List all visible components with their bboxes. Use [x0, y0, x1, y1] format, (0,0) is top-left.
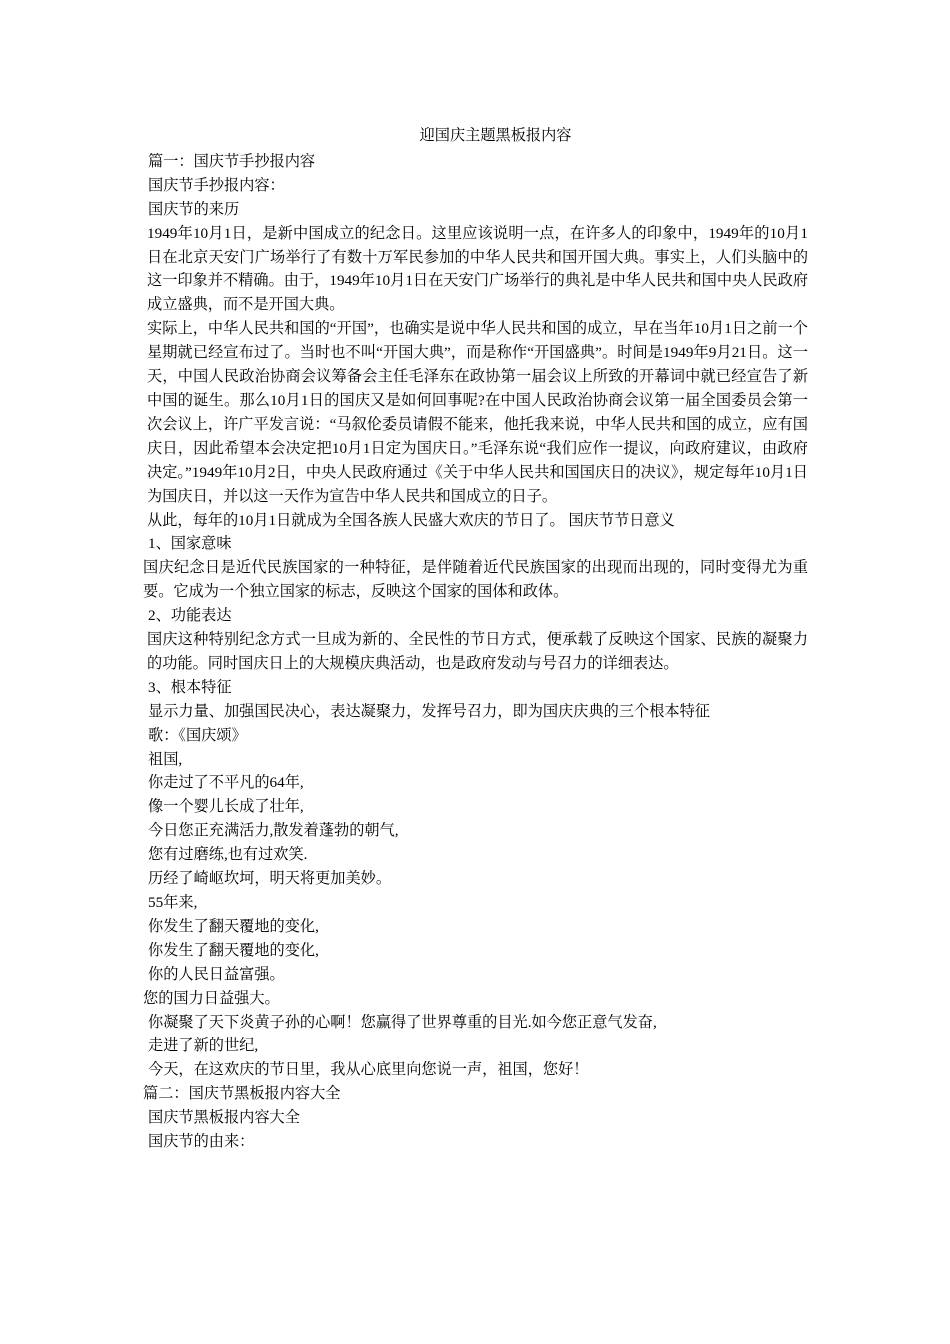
- section-two-heading: 篇二：国庆节黑板报内容大全: [143, 1085, 341, 1103]
- paragraph-meaning-2: 国庆这种特别纪念方式一旦成为新的、全民性的节日方式，便承载了反映这个国家、民族的凝聚力的功能。同时国庆日上的大规模庆典活动，也是政府发动与号召力的详细表达。: [147, 631, 808, 672]
- section-two-origin-heading: 国庆节的由来：: [148, 1133, 255, 1151]
- meaning-heading-2: 2、功能表达: [148, 607, 232, 625]
- meaning-heading-3: 3、根本特征: [148, 678, 232, 696]
- meaning-heading-1: 1、国家意味: [148, 535, 232, 553]
- poem-line: 您有过磨练,也有过欢笑.: [148, 846, 308, 864]
- section-one-heading: 篇一：国庆节手抄报内容: [148, 152, 316, 170]
- poem-line: 今日您正充满活力,散发着蓬勃的朝气,: [148, 822, 399, 840]
- song-title: 歌：《国庆颂》: [148, 726, 247, 744]
- poem-line: 55年来,: [148, 894, 198, 911]
- document-page: [143, 124, 808, 1154]
- poem-line: 你发生了翻天覆地的变化,: [148, 941, 319, 959]
- paragraph-meaning-3: 显示力量、加强国民决心，表达凝聚力，发挥号召力，即为国庆庆典的三个根本特征: [148, 702, 710, 720]
- document-title: 迎国庆主题黑板报内容: [419, 127, 572, 144]
- section-one-subheading: 国庆节手抄报内容：: [148, 176, 285, 194]
- poem-line: 今天，在这欢庆的节日里，我从心底里向您说一声，祖国，您好！: [148, 1061, 589, 1079]
- paragraph-meaning-1: 国庆纪念日是近代民族国家的一种特征，是伴随着近代民族国家的出现而出现的，同时变得尤为重要。它成为一个独立国家的标志，反映这个国家的国体和政体。: [143, 559, 808, 601]
- poem-line: 历经了崎岖坎坷，明天将更加美妙。: [148, 870, 391, 888]
- origin-heading: 国庆节的来历: [148, 200, 240, 218]
- poem-line: 你发生了翻天覆地的变化,: [148, 917, 319, 935]
- poem-line: 你凝聚了天下炎黄子孙的心啊！您赢得了世界尊重的目光.如今您正意气发奋,: [148, 1013, 657, 1031]
- poem-line: 你走过了不平凡的64年,: [148, 774, 304, 792]
- paragraph-origin-3: 从此，每年的10月1日就成为全国各族人民盛大欢庆的节日了。 国庆节节日意义: [147, 511, 675, 529]
- poem-line: 祖国,: [148, 750, 183, 768]
- poem-line: 你的人民日益富强。: [148, 965, 285, 983]
- paragraph-origin-1: 1949年10月1日，是新中国成立的纪念日。这里应该说明一点，在许多人的印象中，1949年的10月1日在北京天安门广场举行了有数十万军民参加的中华人民共和国开国大典。事实上，人们头脑中的这一印象并不精确。由于，1949年10月1日在天安门广场举行的典礼是中华人民共和国中央人民政府成立盛典，而不是开国大典。: [147, 224, 808, 314]
- poem-line: 走进了新的世纪,: [148, 1037, 259, 1055]
- poem-line: 您的国力日益强大。: [143, 989, 280, 1007]
- poem-line: 像一个婴儿长成了壮年,: [148, 798, 304, 816]
- section-two-subheading: 国庆节黑板报内容大全: [148, 1109, 300, 1127]
- paragraph-origin-2: 实际上，中华人民共和国的“开国”，也确实是说中华人民共和国的成立，早在当年10月1日之前一个星期就已经宣布过了。当时也不叫“开国大典”，而是称作“开国盛典”。时间是1949年9月21日。这一天，中国人民政治协商会议筹备会主任毛泽东在政协第一届会议上所致的开幕词中就已经宣告了新中国的诞生。那么10月1日的国庆又是如何回事呢?在中国人民政治协商会议第一届全国委员会第一次会议上，许广平发言说：“马叙伦委员请假不能来，他托我来说，中华人民共和国的成立，应有国庆日，因此希望本会决定把10月1日定为国庆日。”毛泽东说“我们应作一提议，向政府建议，由政府决定。”1949年10月2日，中央人民政府通过《关于中华人民共和国国庆日的决议》，规定每年10月1日为国庆日，并以这一天作为宣告中华人民共和国成立的日子。: [147, 320, 808, 505]
